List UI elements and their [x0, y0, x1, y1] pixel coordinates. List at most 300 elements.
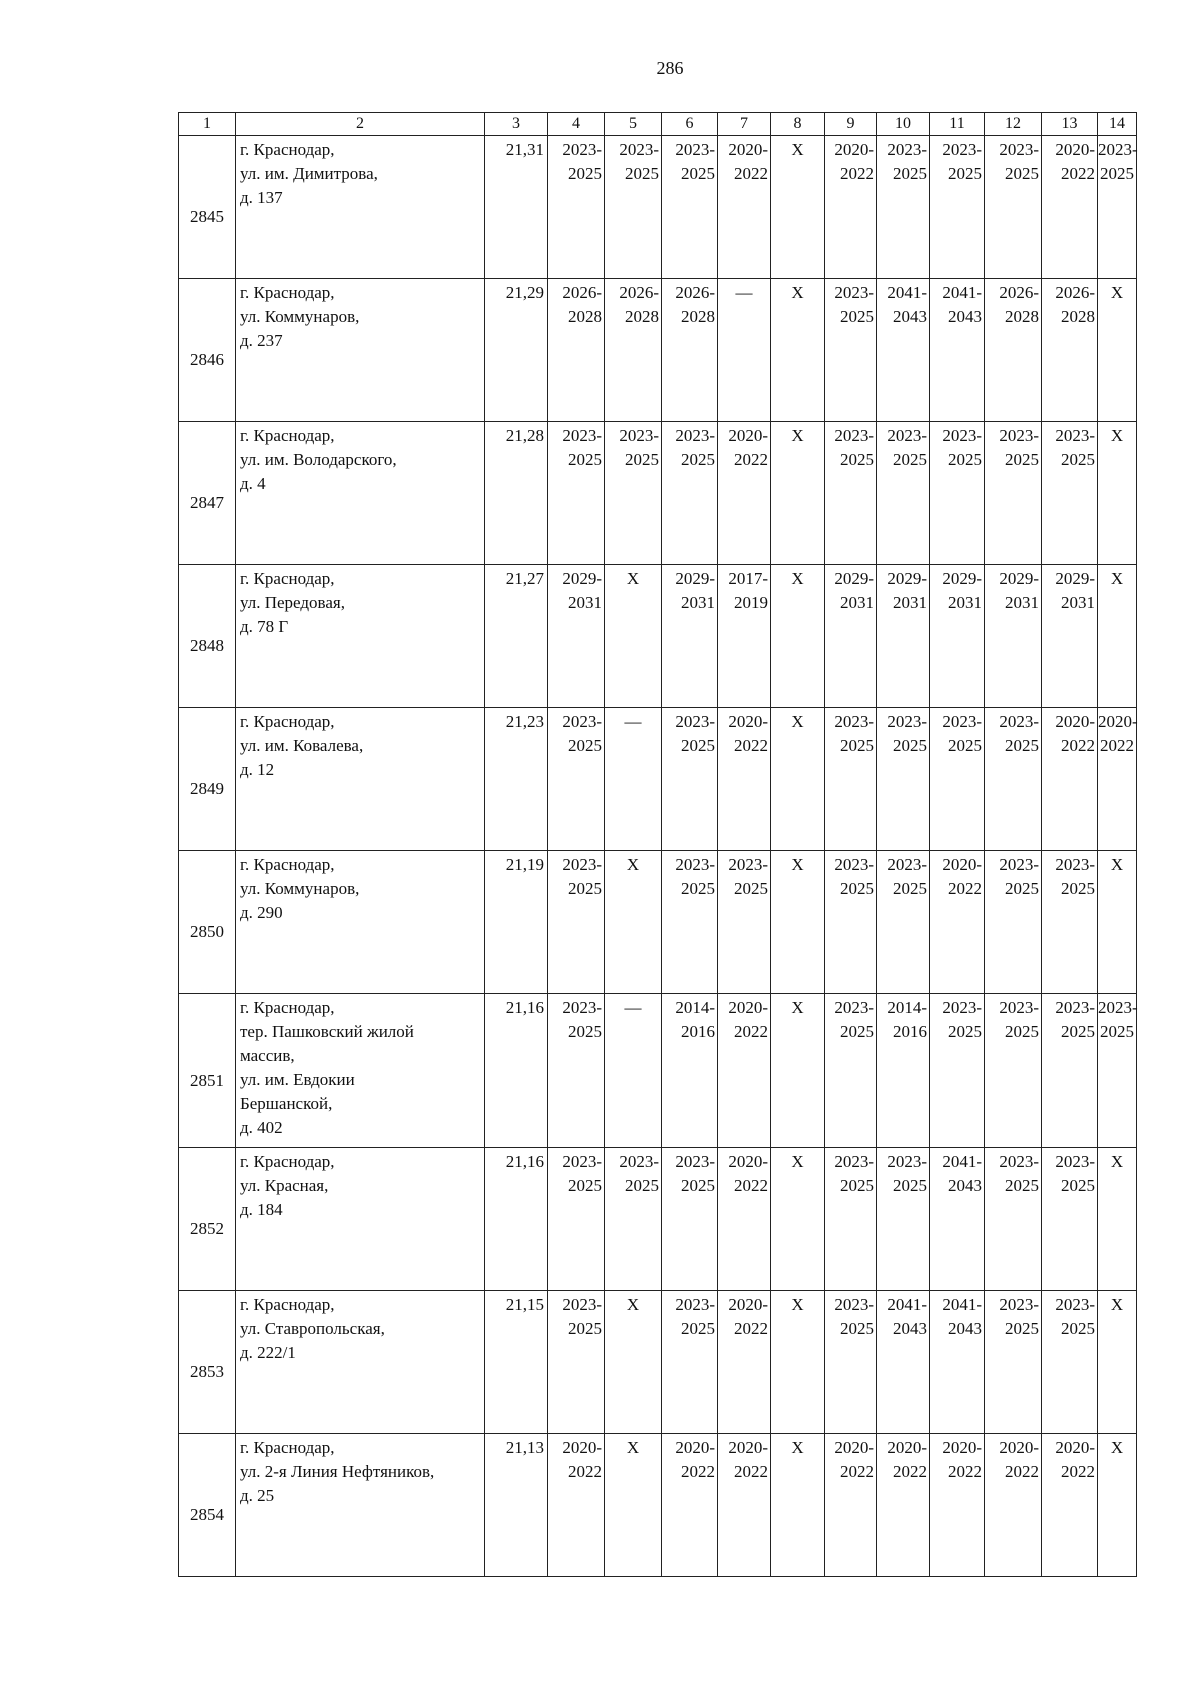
period-cell — [662, 279, 718, 422]
period-value: 2041- 2043 — [942, 1152, 982, 1195]
column-header: 4 — [548, 113, 605, 136]
period-value: 2023- 2025 — [999, 426, 1039, 469]
period-value: 2023- 2025 — [999, 140, 1039, 183]
period-value: Х — [791, 998, 804, 1017]
row-number: 2853 — [179, 1291, 236, 1434]
period-value: 2023- 2025 — [834, 1295, 874, 1338]
period-value: 2020- 2022 — [1098, 712, 1138, 755]
period-cell — [825, 1291, 877, 1434]
table-row — [179, 1291, 1137, 1434]
period-value: 2020- 2022 — [728, 998, 768, 1041]
period-cell — [548, 1291, 605, 1434]
address-line: ул. им. Володарского, — [240, 450, 397, 469]
period-cell — [771, 422, 825, 565]
column-header: 14 — [1098, 113, 1137, 136]
period-cell — [1098, 1148, 1137, 1291]
period-cell — [605, 708, 662, 851]
period-value: 2014- 2016 — [675, 998, 715, 1041]
table-row — [179, 708, 1137, 851]
address-line: Бершанской, — [240, 1094, 333, 1113]
period-value: 2020- 2022 — [942, 855, 982, 898]
period-value: 2023- 2025 — [562, 998, 602, 1041]
period-value: 2023- 2025 — [562, 1295, 602, 1338]
address-line: г. Краснодар, — [240, 140, 335, 159]
address-line: ул. Передовая, — [240, 593, 345, 612]
period-value: Х — [791, 140, 804, 159]
period-cell — [548, 136, 605, 279]
period-cell — [548, 1148, 605, 1291]
period-value: 2023- 2025 — [1098, 140, 1138, 183]
area-cell: 21,15 — [485, 1291, 548, 1434]
address-line: д. 237 — [240, 331, 283, 350]
period-cell — [718, 708, 771, 851]
period-value: Х — [791, 426, 804, 445]
period-value: Х — [791, 569, 804, 588]
period-value: 2023- 2025 — [999, 1295, 1039, 1338]
period-cell — [1098, 422, 1137, 565]
period-value: 2023- 2025 — [834, 712, 874, 755]
table-row — [179, 994, 1137, 1148]
period-cell — [1098, 136, 1137, 279]
period-cell — [1098, 1434, 1137, 1577]
table-row — [179, 279, 1137, 422]
period-cell — [662, 708, 718, 851]
address-line: ул. Коммунаров, — [240, 307, 360, 326]
row-number: 2849 — [179, 708, 236, 851]
period-cell — [930, 422, 985, 565]
period-cell — [771, 565, 825, 708]
period-value: 2029- 2031 — [887, 569, 927, 612]
period-cell — [877, 279, 930, 422]
period-value: 2029- 2031 — [562, 569, 602, 612]
row-number: 2847 — [179, 422, 236, 565]
period-cell — [930, 136, 985, 279]
period-cell — [985, 136, 1042, 279]
period-cell — [877, 565, 930, 708]
period-cell — [548, 565, 605, 708]
period-cell — [1042, 1291, 1098, 1434]
period-cell — [605, 279, 662, 422]
period-cell — [771, 708, 825, 851]
period-cell — [930, 708, 985, 851]
address-line: г. Краснодар, — [240, 1152, 335, 1171]
period-cell — [771, 136, 825, 279]
address-line: д. 25 — [240, 1486, 275, 1505]
row-number: 2846 — [179, 279, 236, 422]
period-value: 2029- 2031 — [942, 569, 982, 612]
period-value: 2023- 2025 — [675, 426, 715, 469]
period-value: Х — [791, 1152, 804, 1171]
period-cell — [985, 422, 1042, 565]
period-cell — [605, 1291, 662, 1434]
period-cell — [825, 422, 877, 565]
period-value: 2026- 2028 — [562, 283, 602, 326]
period-value: Х — [791, 712, 804, 731]
period-value: 2023- 2025 — [675, 140, 715, 183]
period-cell — [718, 1291, 771, 1434]
period-cell — [1042, 136, 1098, 279]
table-row — [179, 136, 1137, 279]
area-cell: 21,31 — [485, 136, 548, 279]
period-value: 2023- 2025 — [1055, 1152, 1095, 1195]
table-row — [179, 1434, 1137, 1577]
period-cell — [825, 851, 877, 994]
period-value: 2029- 2031 — [834, 569, 874, 612]
address-line: д. 4 — [240, 474, 266, 493]
period-cell — [605, 565, 662, 708]
period-cell — [825, 1148, 877, 1291]
period-value: 2041- 2043 — [887, 283, 927, 326]
period-value: 2014- 2016 — [887, 998, 927, 1041]
period-value: 2023- 2025 — [619, 1152, 659, 1195]
repair-schedule-table — [178, 112, 1137, 1577]
area-cell: 21,28 — [485, 422, 548, 565]
period-cell — [877, 136, 930, 279]
address-cell — [236, 851, 485, 994]
period-value: 2026- 2028 — [619, 283, 659, 326]
period-cell — [985, 565, 1042, 708]
period-value: 2029- 2031 — [1055, 569, 1095, 612]
area-cell: 21,19 — [485, 851, 548, 994]
address-cell — [236, 136, 485, 279]
period-value: Х — [1110, 426, 1124, 445]
area-cell: 21,27 — [485, 565, 548, 708]
period-value: Х — [791, 1295, 804, 1314]
address-line: г. Краснодар, — [240, 426, 335, 445]
period-value: 2020- 2022 — [834, 140, 874, 183]
period-cell — [1098, 1291, 1137, 1434]
period-value: 2026- 2028 — [675, 283, 715, 326]
period-cell — [548, 279, 605, 422]
period-value: 2023- 2025 — [887, 1152, 927, 1195]
period-cell — [605, 136, 662, 279]
period-cell — [718, 422, 771, 565]
period-cell — [877, 1148, 930, 1291]
period-value: 2023- 2025 — [887, 140, 927, 183]
period-value: 2020- 2022 — [1055, 140, 1095, 183]
address-line: г. Краснодар, — [240, 712, 335, 731]
period-value: Х — [626, 1438, 640, 1457]
period-value: 2023- 2025 — [942, 426, 982, 469]
period-cell — [877, 422, 930, 565]
period-cell — [877, 708, 930, 851]
address-line: д. 402 — [240, 1118, 283, 1137]
address-line: д. 290 — [240, 903, 283, 922]
column-header: 13 — [1042, 113, 1098, 136]
address-cell — [236, 1148, 485, 1291]
period-value: 2041- 2043 — [942, 283, 982, 326]
row-number: 2852 — [179, 1148, 236, 1291]
period-cell — [548, 851, 605, 994]
column-header: 8 — [771, 113, 825, 136]
period-value: 2020- 2022 — [999, 1438, 1039, 1481]
period-cell — [1098, 851, 1137, 994]
column-header: 1 — [179, 113, 236, 136]
period-value: Х — [626, 569, 640, 588]
address-line: г. Краснодар, — [240, 998, 335, 1017]
period-cell — [771, 279, 825, 422]
period-value: 2023- 2025 — [1055, 998, 1095, 1041]
area-cell: 21,29 — [485, 279, 548, 422]
address-line: ул. Коммунаров, — [240, 879, 360, 898]
address-cell — [236, 1291, 485, 1434]
address-line: ул. Красная, — [240, 1176, 329, 1195]
period-value: 2023- 2025 — [834, 1152, 874, 1195]
period-value: 2023- 2025 — [562, 426, 602, 469]
period-cell — [985, 279, 1042, 422]
table-row — [179, 1148, 1137, 1291]
period-value: 2023- 2025 — [728, 855, 768, 898]
period-value: Х — [1110, 1438, 1124, 1457]
column-header: 6 — [662, 113, 718, 136]
period-cell — [1042, 565, 1098, 708]
period-value: 2023- 2025 — [1055, 426, 1095, 469]
column-header: 5 — [605, 113, 662, 136]
period-cell — [662, 136, 718, 279]
period-cell — [1042, 708, 1098, 851]
period-value: 2023- 2025 — [942, 998, 982, 1041]
period-value: Х — [791, 1438, 804, 1457]
period-cell — [1098, 565, 1137, 708]
period-value: Х — [1110, 569, 1124, 588]
period-cell — [825, 565, 877, 708]
row-number: 2851 — [179, 994, 236, 1148]
period-value: — — [735, 283, 753, 302]
address-line: д. 78 Г — [240, 617, 289, 636]
period-value: 2023- 2025 — [675, 1152, 715, 1195]
period-value: 2020- 2022 — [728, 1152, 768, 1195]
period-cell — [825, 279, 877, 422]
period-value: 2023- 2025 — [999, 712, 1039, 755]
period-cell — [605, 1434, 662, 1577]
period-value: 2020- 2022 — [942, 1438, 982, 1481]
period-cell — [718, 279, 771, 422]
period-cell — [825, 994, 877, 1148]
period-cell — [1042, 1434, 1098, 1577]
address-cell — [236, 994, 485, 1148]
period-cell — [718, 1148, 771, 1291]
period-cell — [662, 851, 718, 994]
period-cell — [771, 994, 825, 1148]
period-cell — [605, 1148, 662, 1291]
period-value: Х — [1110, 855, 1124, 874]
address-line: д. 137 — [240, 188, 283, 207]
row-number: 2850 — [179, 851, 236, 994]
period-cell — [985, 708, 1042, 851]
period-value: 2023- 2025 — [562, 855, 602, 898]
period-value: 2020- 2022 — [562, 1438, 602, 1481]
period-cell — [1042, 279, 1098, 422]
period-cell — [771, 1434, 825, 1577]
period-cell — [771, 1148, 825, 1291]
period-value: 2023- 2025 — [675, 1295, 715, 1338]
period-cell — [605, 994, 662, 1148]
period-value: 2023- 2025 — [619, 140, 659, 183]
period-cell — [825, 136, 877, 279]
table-row — [179, 851, 1137, 994]
period-cell — [985, 851, 1042, 994]
address-line: д. 222/1 — [240, 1343, 296, 1362]
period-value: 2020- 2022 — [728, 1295, 768, 1338]
address-line: ул. им. Ковалева, — [240, 736, 364, 755]
period-value: 2023- 2025 — [1055, 1295, 1095, 1338]
period-cell — [985, 1148, 1042, 1291]
period-value: 2026- 2028 — [999, 283, 1039, 326]
area-cell: 21,16 — [485, 1148, 548, 1291]
address-cell — [236, 279, 485, 422]
address-line: д. 184 — [240, 1200, 283, 1219]
address-line: ул. им. Евдокии — [240, 1070, 355, 1089]
address-line: д. 12 — [240, 760, 275, 779]
period-cell — [662, 994, 718, 1148]
column-header: 10 — [877, 113, 930, 136]
period-value: 2023- 2025 — [619, 426, 659, 469]
period-cell — [605, 422, 662, 565]
period-cell — [1098, 708, 1137, 851]
period-cell — [1042, 1148, 1098, 1291]
period-cell — [718, 994, 771, 1148]
period-value: Х — [791, 283, 804, 302]
period-value: 2020- 2022 — [728, 1438, 768, 1481]
address-line: г. Краснодар, — [240, 855, 335, 874]
row-number: 2845 — [179, 136, 236, 279]
period-cell — [985, 1434, 1042, 1577]
period-value: 2023- 2025 — [999, 1152, 1039, 1195]
period-value: 2026- 2028 — [1055, 283, 1095, 326]
period-cell — [930, 1291, 985, 1434]
period-value: 2023- 2025 — [999, 855, 1039, 898]
period-value: 2020- 2022 — [887, 1438, 927, 1481]
column-header: 7 — [718, 113, 771, 136]
period-value: 2023- 2025 — [834, 998, 874, 1041]
period-cell — [985, 994, 1042, 1148]
period-cell — [930, 279, 985, 422]
period-value: 2023- 2025 — [834, 283, 874, 326]
period-value: 2023- 2025 — [834, 426, 874, 469]
address-line: массив, — [240, 1046, 295, 1065]
period-cell — [825, 1434, 877, 1577]
period-value: 2020- 2022 — [1055, 712, 1095, 755]
period-value: 2023- 2025 — [562, 712, 602, 755]
period-value: 2029- 2031 — [675, 569, 715, 612]
row-number: 2854 — [179, 1434, 236, 1577]
period-cell — [548, 1434, 605, 1577]
address-line: г. Краснодар, — [240, 1438, 335, 1457]
area-cell: 21,16 — [485, 994, 548, 1148]
column-header: 9 — [825, 113, 877, 136]
period-value: 2017- 2019 — [728, 569, 768, 612]
address-line: ул. 2-я Линия Нефтяников, — [240, 1462, 435, 1481]
period-value: 2023- 2025 — [887, 855, 927, 898]
period-cell — [771, 851, 825, 994]
period-value: 2023- 2025 — [834, 855, 874, 898]
period-cell — [662, 1291, 718, 1434]
period-cell — [930, 1148, 985, 1291]
period-cell — [1098, 994, 1137, 1148]
table-row — [179, 422, 1137, 565]
column-header: 11 — [930, 113, 985, 136]
period-value: 2023- 2025 — [887, 426, 927, 469]
period-cell — [930, 565, 985, 708]
period-cell — [985, 1291, 1042, 1434]
address-line: тер. Пашковский жилой — [240, 1022, 414, 1041]
header-row — [179, 113, 1137, 136]
period-value: 2029- 2031 — [999, 569, 1039, 612]
period-cell — [930, 994, 985, 1148]
period-value: Х — [626, 1295, 640, 1314]
period-cell — [718, 136, 771, 279]
period-value: 2020- 2022 — [675, 1438, 715, 1481]
address-cell — [236, 708, 485, 851]
period-cell — [718, 565, 771, 708]
period-value: 2023- 2025 — [999, 998, 1039, 1041]
address-line: г. Краснодар, — [240, 569, 335, 588]
period-value: — — [624, 998, 642, 1017]
period-value: 2041- 2043 — [942, 1295, 982, 1338]
period-value: 2020- 2022 — [728, 140, 768, 183]
period-value: Х — [1110, 1295, 1124, 1314]
period-cell — [662, 1148, 718, 1291]
period-cell — [930, 1434, 985, 1577]
period-cell — [877, 851, 930, 994]
period-cell — [548, 994, 605, 1148]
column-header: 12 — [985, 113, 1042, 136]
address-cell — [236, 422, 485, 565]
period-value: 2023- 2025 — [562, 1152, 602, 1195]
period-cell — [548, 708, 605, 851]
area-cell: 21,13 — [485, 1434, 548, 1577]
period-value: 2023- 2025 — [942, 140, 982, 183]
area-cell: 21,23 — [485, 708, 548, 851]
period-cell — [1042, 851, 1098, 994]
period-cell — [662, 1434, 718, 1577]
period-value: 2020- 2022 — [834, 1438, 874, 1481]
period-value: Х — [626, 855, 640, 874]
period-value: 2020- 2022 — [728, 712, 768, 755]
period-cell — [1042, 422, 1098, 565]
period-cell — [825, 708, 877, 851]
period-cell — [548, 422, 605, 565]
page-number: 286 — [656, 58, 684, 78]
period-value: 2023- 2025 — [887, 712, 927, 755]
address-line: ул. Ставропольская, — [240, 1319, 385, 1338]
table-row — [179, 565, 1137, 708]
period-value: — — [624, 712, 642, 731]
period-cell — [605, 851, 662, 994]
address-line: г. Краснодар, — [240, 1295, 335, 1314]
period-value: Х — [1110, 1152, 1124, 1171]
period-cell — [1042, 994, 1098, 1148]
period-cell — [877, 1434, 930, 1577]
column-header: 3 — [485, 113, 548, 136]
period-cell — [662, 422, 718, 565]
address-line: ул. им. Димитрова, — [240, 164, 378, 183]
period-cell — [877, 994, 930, 1148]
period-value: Х — [791, 855, 804, 874]
period-cell — [662, 565, 718, 708]
period-cell — [718, 851, 771, 994]
address-cell — [236, 565, 485, 708]
period-value: 2020- 2022 — [728, 426, 768, 469]
period-value: 2023- 2025 — [675, 855, 715, 898]
period-cell — [718, 1434, 771, 1577]
row-number: 2848 — [179, 565, 236, 708]
period-value: Х — [1110, 283, 1124, 302]
period-cell — [877, 1291, 930, 1434]
period-value: 2041- 2043 — [887, 1295, 927, 1338]
period-value: 2023- 2025 — [1055, 855, 1095, 898]
address-cell — [236, 1434, 485, 1577]
